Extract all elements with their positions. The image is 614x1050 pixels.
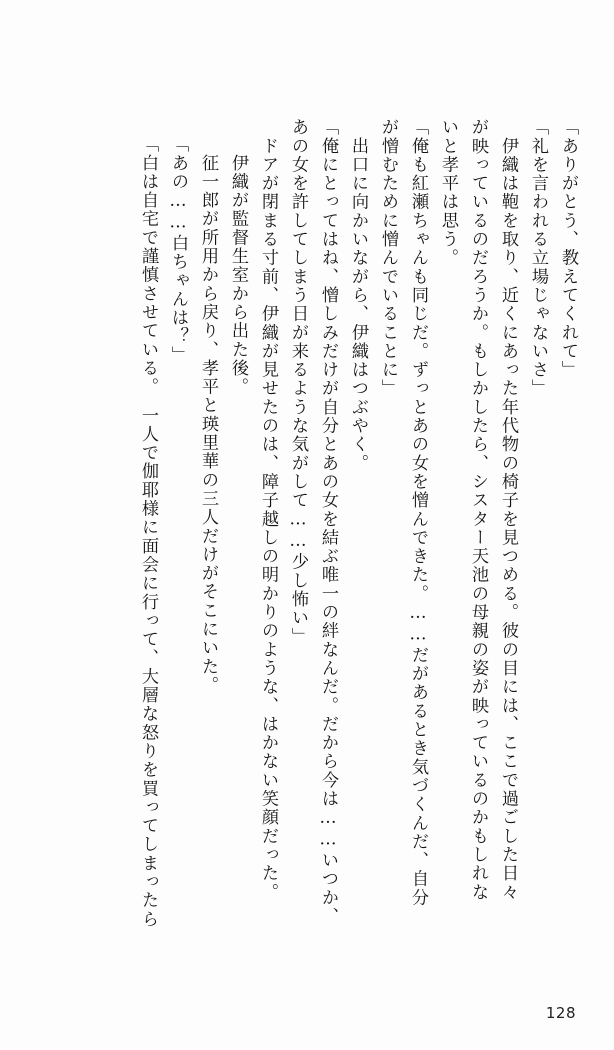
text-line: 「礼を言われる立場じゃないさ」 [528, 118, 548, 398]
text-line: が憎むために憎んでいることに」 [378, 118, 398, 398]
text-line: が映っているのだろうか。もしかしたら、シスター天池の母親の姿が映っているのかもしれな [468, 118, 488, 902]
text-line: あの女を許してしまう日が来るような気がして……少し怖い」 [288, 118, 308, 646]
text-line: 「俺も紅瀬ちゃんも同じだ。ずっとあの女を憎んできた。……だがあるとき気づくんだ、自分 [408, 118, 428, 907]
text-line: 「ありがとう、教えてくれて」 [558, 118, 578, 380]
text-line: いと孝平は思う。 [438, 118, 458, 268]
text-line: ドアが閉まる寸前、伊織が見せたのは、障子越しの明かりのような、はかない笑顔だった。 [258, 118, 278, 902]
vertical-text-body [34, 118, 576, 958]
text-line: 伊織が監督生室から出た後。 [228, 135, 248, 397]
text-line: 「俺にとってはね、憎しみだけが自分とあの女を結ぶ唯一の絆なんだ。だから今は……いつか、 [318, 118, 338, 926]
page-number: 128 [545, 1004, 576, 1022]
text-line: 出口に向かいながら、伊織はつぶやく。 [348, 118, 368, 473]
text-line: 「白は自宅で謹慎させている。 一人で伽耶様に面会に行って、大層な怒りを買ってしまったら [138, 135, 158, 929]
text-line: 征一郎が所用から戻り、孝平と瑛里華の三人だけがそこにいた。 [198, 135, 218, 695]
text-line: 「あの……白ちゃんは？」 [168, 135, 188, 365]
text-line: 伊織は鞄を取り、近くにあった年代物の椅子を見つめる。彼の目には、ここで過ごした日々 [498, 118, 518, 902]
